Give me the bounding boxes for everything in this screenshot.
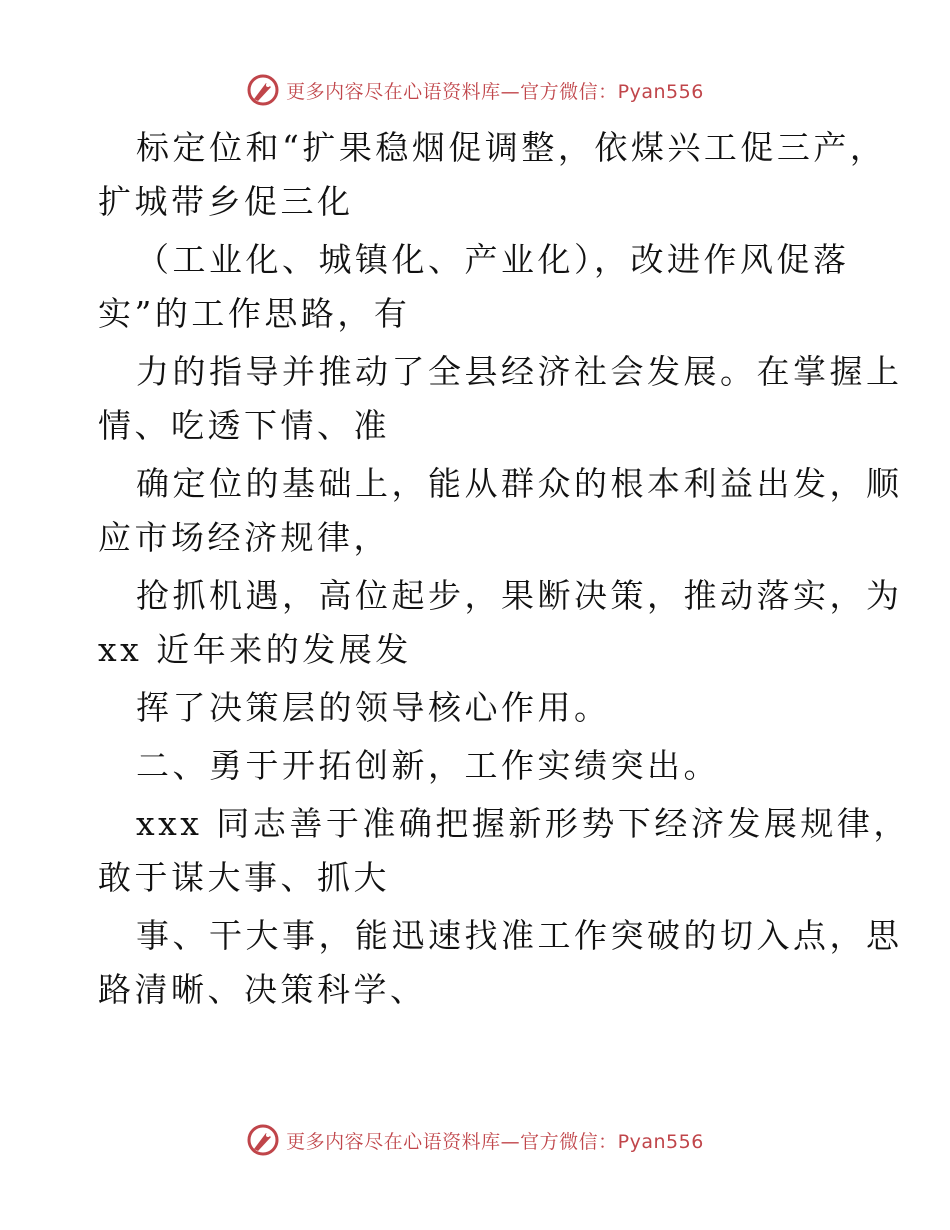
header-watermark — [0, 70, 950, 110]
body-line: 扩城带乡促三化 — [98, 182, 354, 221]
body-line: xxx 同志善于准确把握新形势下经济发展规律， — [136, 804, 910, 843]
watermark-id: Pyan556 — [617, 80, 704, 103]
body-line: 事、干大事，能迅速找准工作突破的切入点，思 — [136, 916, 903, 955]
body-line: 标定位和“扩果稳烟促调整，依煤兴工促三产， — [136, 128, 887, 167]
watermark-text: 更多内容尽在心语资料库—官方微信： — [286, 1130, 618, 1153]
pen-nib-logo-icon — [246, 1123, 280, 1157]
section-heading: 二、勇于开拓创新，工作实绩突出。 — [136, 746, 720, 785]
body-line: 情、吃透下情、准 — [98, 406, 390, 445]
body-line: 实”的工作思路，有 — [98, 294, 411, 333]
body-line: 确定位的基础上，能从群众的根本利益出发，顺 — [136, 464, 903, 503]
body-line: 敢于谋大事、抓大 — [98, 858, 390, 897]
pen-nib-logo-icon — [246, 73, 280, 107]
body-line: 抢抓机遇，高位起步，果断决策，推动落实，为 — [136, 576, 903, 615]
body-line: xx 近年来的发展发 — [98, 630, 412, 669]
body-line: 挥了决策层的领导核心作用。 — [136, 688, 611, 727]
watermark-text: 更多内容尽在心语资料库—官方微信： — [286, 80, 618, 103]
body-line: 应市场经济规律， — [98, 518, 390, 557]
document-body — [98, 118, 910, 1010]
body-line: 力的指导并推动了全县经济社会发展。在掌握上 — [136, 352, 903, 391]
footer-watermark — [0, 1120, 950, 1160]
body-line: （工业化、城镇化、产业化），改进作风促落 — [136, 240, 850, 279]
body-line: 路清晰、决策科学、 — [98, 970, 427, 1009]
watermark-id: Pyan556 — [617, 1130, 704, 1153]
